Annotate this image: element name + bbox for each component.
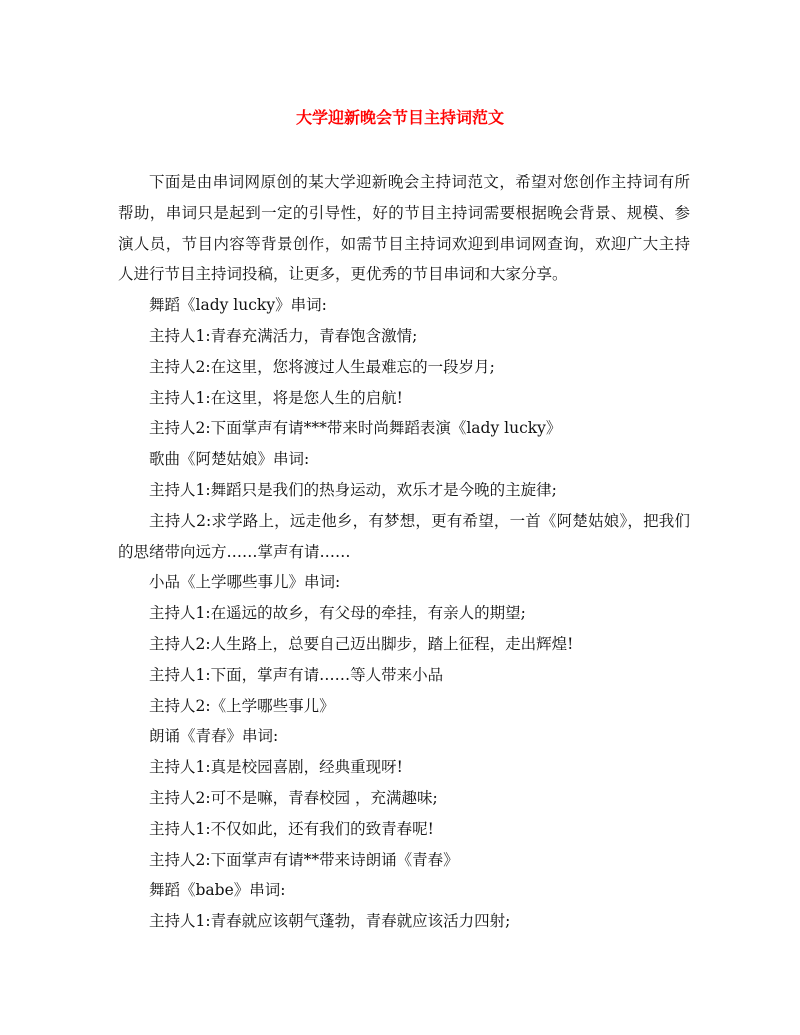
intro-paragraph: 下面是由串词网原创的某大学迎新晚会主持词范文，希望对您创作主持词有所帮助，串词只是起到一定的引导性，好的节目主持词需要根据晚会背景、规模、参演人员，节目内容等背景创作，如需节目主持词欢迎到串词网查询，欢迎广大主持人进行节目主持词投稿，让更多，更优秀的节目串词和大家分享。 bbox=[118, 173, 690, 284]
host-line: 主持人1:下面，掌声有请……等人带来小品 bbox=[149, 665, 444, 684]
host-line: 主持人1:在遥远的故乡，有父母的牵挂，有亲人的期望; bbox=[149, 604, 526, 623]
host-line: 主持人1:真是校园喜剧，经典重现呀! bbox=[149, 758, 403, 777]
section-heading: 歌曲《阿楚姑娘》串词: bbox=[149, 450, 310, 469]
host-line: 主持人2:《上学哪些事儿》 bbox=[149, 696, 335, 715]
host-line: 主持人2:下面掌声有请**带来诗朗诵《青春》 bbox=[149, 850, 459, 869]
host-line: 主持人2:人生路上，总要自己迈出脚步，踏上征程，走出辉煌! bbox=[149, 634, 574, 653]
section-heading: 舞蹈《babe》串词: bbox=[149, 881, 286, 900]
document-body bbox=[118, 167, 690, 937]
section-heading: 舞蹈《lady lucky》串词: bbox=[149, 296, 327, 315]
host-line: 主持人2:下面掌声有请***带来时尚舞蹈表演《lady lucky》 bbox=[149, 419, 562, 438]
host-line: 主持人1:青春就应该朝气蓬勃，青春就应该活力四射; bbox=[149, 912, 511, 931]
document-title: 大学迎新晚会节目主持词范文 bbox=[295, 108, 504, 127]
host-line: 主持人1:在这里，将是您人生的启航! bbox=[149, 388, 403, 407]
host-line: 主持人2:在这里，您将渡过人生最难忘的一段岁月; bbox=[149, 357, 495, 376]
section-heading: 小品《上学哪些事儿》串词: bbox=[149, 573, 341, 592]
section-heading: 朗诵《青春》串词: bbox=[149, 727, 279, 746]
host-line: 主持人2:求学路上，远走他乡，有梦想，更有希望，一首《阿楚姑娘》，把我们的思绪带向远方……掌声有请…… bbox=[118, 511, 690, 561]
host-line: 主持人1:不仅如此，还有我们的致青春呢! bbox=[149, 819, 434, 838]
host-line: 主持人2:可不是嘛，青春校园 ，充满趣味; bbox=[149, 788, 438, 807]
host-line: 主持人1:青春充满活力，青春饱含激情; bbox=[149, 326, 418, 345]
host-line: 主持人1:舞蹈只是我们的热身运动，欢乐才是今晚的主旋律; bbox=[149, 480, 557, 499]
